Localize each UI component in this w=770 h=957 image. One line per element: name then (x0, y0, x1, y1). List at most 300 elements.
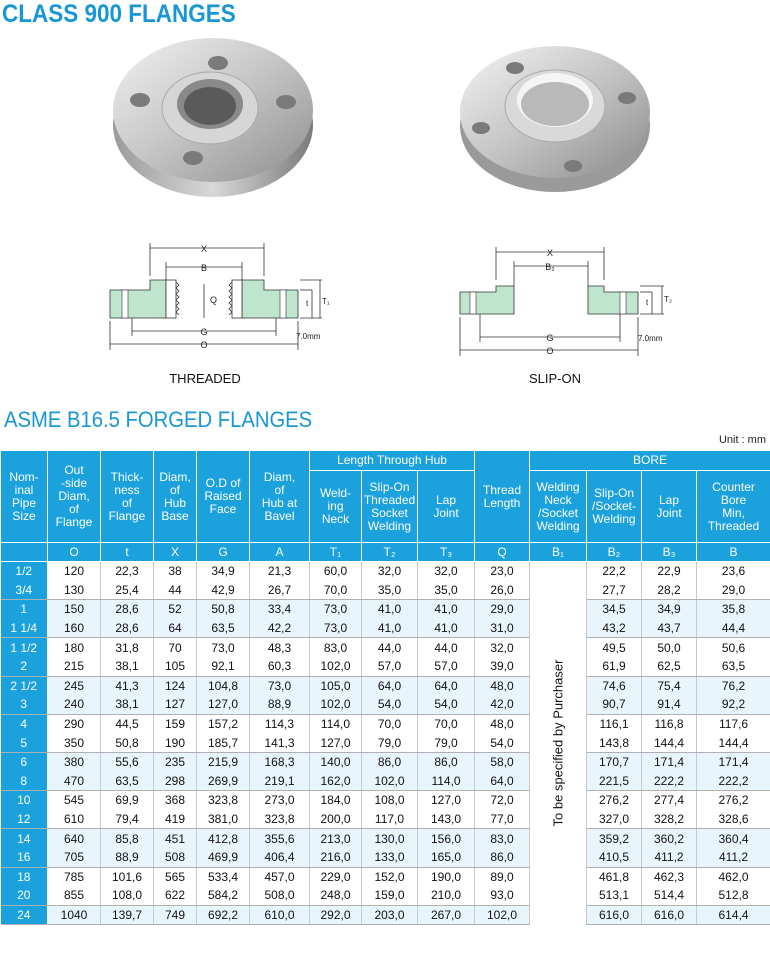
table-cell: 749 (154, 905, 197, 925)
table-cell: 545 (48, 791, 101, 810)
table-cell: 127 (154, 695, 197, 714)
symbol-cell: B₂ (587, 543, 642, 562)
table-cell: 102,0 (475, 905, 530, 925)
table-cell: 44,0 (418, 638, 475, 657)
table-cell: 640 (48, 829, 101, 848)
table-cell: 23,6 (697, 562, 770, 581)
table-cell: 513,1 (587, 886, 642, 905)
header-lap-joint: Lap Joint (418, 471, 475, 543)
header-thread-length: Thread Length (475, 451, 530, 543)
table-cell: 462,0 (697, 867, 770, 886)
table-row (1, 600, 770, 619)
table-cell: 114,0 (418, 772, 475, 791)
table-cell: 42,0 (475, 695, 530, 714)
table-cell: 32,0 (418, 562, 475, 581)
table-cell: 28,2 (642, 581, 697, 600)
table-cell: 31,0 (475, 619, 530, 638)
table-row (1, 867, 770, 886)
table-cell: 292,0 (310, 905, 362, 925)
header-thickness: Thick- ness of Flange (101, 451, 154, 543)
table-cell: 35,0 (362, 581, 418, 600)
table-cell: 70 (154, 638, 197, 657)
table-cell: 42,2 (250, 619, 310, 638)
table-cell: 616,0 (642, 905, 697, 925)
table-cell: 69,9 (101, 791, 154, 810)
table-cell: 120 (48, 562, 101, 581)
section-title: ASME B16.5 FORGED FLANGES (4, 407, 313, 432)
pipe-size-cell: 3 (1, 695, 48, 714)
table-cell: 63,5 (197, 619, 250, 638)
table-cell: 185,7 (197, 733, 250, 752)
slip-on-section-diagram (452, 242, 684, 360)
table-cell: 150 (48, 600, 101, 619)
purchaser-note-cell (530, 562, 587, 925)
pipe-size-cell: 12 (1, 810, 48, 829)
table-cell: 73,0 (250, 676, 310, 695)
table-row (1, 562, 770, 581)
page-title: CLASS 900 FLANGES (2, 0, 236, 28)
table-cell: 64,0 (362, 676, 418, 695)
pipe-size-cell: 14 (1, 829, 48, 848)
symbol-cell: X (154, 543, 197, 562)
table-cell: 168,3 (250, 752, 310, 771)
table-cell: 159 (154, 714, 197, 733)
table-cell: 141,3 (250, 733, 310, 752)
table-cell: 139,7 (101, 905, 154, 925)
table-cell: 410,5 (587, 848, 642, 867)
table-cell: 93,0 (475, 886, 530, 905)
header-bore-slip-on: Slip-On /Socket- Welding (587, 471, 642, 543)
pipe-size-cell: 8 (1, 772, 48, 791)
table-cell: 190,0 (418, 867, 475, 886)
table-cell: 76,2 (697, 676, 770, 695)
table-cell: 127,0 (197, 695, 250, 714)
table-cell: 298 (154, 772, 197, 791)
table-cell: 70,0 (418, 714, 475, 733)
header-hub-bevel: Diam, of Hub at Bavel (250, 451, 310, 543)
table-cell: 462,3 (642, 867, 697, 886)
table-cell: 28,6 (101, 619, 154, 638)
table-cell: 451 (154, 829, 197, 848)
table-cell: 88,9 (101, 848, 154, 867)
table-cell: 162,0 (310, 772, 362, 791)
table-cell: 380 (48, 752, 101, 771)
table-cell: 22,3 (101, 562, 154, 581)
table-row (1, 829, 770, 848)
table-cell: 57,0 (362, 657, 418, 676)
svg-text:X: X (200, 244, 208, 254)
pipe-size-cell: 3/4 (1, 581, 48, 600)
table-cell: 235 (154, 752, 197, 771)
table-cell: 64 (154, 619, 197, 638)
table-cell: 63,5 (697, 657, 770, 676)
header-hub-base: Diam, of Hub Base (154, 451, 197, 543)
table-cell: 29,0 (475, 600, 530, 619)
pipe-size-cell: 10 (1, 791, 48, 810)
svg-text:G: G (200, 327, 208, 337)
table-row (1, 638, 770, 657)
table-cell: 328,6 (697, 810, 770, 829)
svg-text:B: B (200, 263, 208, 273)
table-cell: 41,3 (101, 676, 154, 695)
table-cell: 108,0 (362, 791, 418, 810)
symbol-cell: T₁ (310, 543, 362, 562)
table-cell: 184,0 (310, 791, 362, 810)
pipe-size-cell: 1 1/4 (1, 619, 48, 638)
table-cell: 229,0 (310, 867, 362, 886)
svg-text:T₁: T₁ (322, 297, 330, 306)
table-cell: 44,0 (362, 638, 418, 657)
table-cell: 41,0 (418, 600, 475, 619)
table-row (1, 886, 770, 905)
table-cell: 614,4 (697, 905, 770, 925)
flange-dimension-table (0, 450, 770, 925)
table-cell: 92,1 (197, 657, 250, 676)
header-welding-neck: Weld- ing Neck (310, 471, 362, 543)
symbol-cell: T₂ (362, 543, 418, 562)
table-cell: 692,2 (197, 905, 250, 925)
table-cell: 221,5 (587, 772, 642, 791)
table-row (1, 810, 770, 829)
table-row (1, 848, 770, 867)
table-cell: 35,8 (697, 600, 770, 619)
symbol-cell: B₃ (642, 543, 697, 562)
table-cell: 245 (48, 676, 101, 695)
table-cell: 127,0 (418, 791, 475, 810)
table-cell: 508 (154, 848, 197, 867)
pipe-size-cell: 4 (1, 714, 48, 733)
table-cell: 79,4 (101, 810, 154, 829)
table-cell: 514,4 (642, 886, 697, 905)
table-cell: 91,4 (642, 695, 697, 714)
table-cell: 406,4 (250, 848, 310, 867)
svg-text:O: O (200, 340, 208, 350)
svg-text:O: O (546, 346, 554, 356)
table-cell: 469,9 (197, 848, 250, 867)
table-cell: 38 (154, 562, 197, 581)
table-cell: 327,0 (587, 810, 642, 829)
table-cell: 60,0 (310, 562, 362, 581)
table-cell: 267,0 (418, 905, 475, 925)
table-cell: 323,8 (197, 791, 250, 810)
pipe-size-cell: 2 (1, 657, 48, 676)
table-row (1, 581, 770, 600)
table-cell: 64,0 (475, 772, 530, 791)
table-cell: 44,5 (101, 714, 154, 733)
table-cell: 92,2 (697, 695, 770, 714)
table-cell: 461,8 (587, 867, 642, 886)
header-nps: Nom- inal Pipe Size (1, 451, 48, 543)
table-cell: 79,0 (418, 733, 475, 752)
table-cell: 328,2 (642, 810, 697, 829)
table-cell: 152,0 (362, 867, 418, 886)
table-row (1, 791, 770, 810)
pipe-size-cell: 6 (1, 752, 48, 771)
table-cell: 38,1 (101, 695, 154, 714)
table-cell: 35,0 (418, 581, 475, 600)
pipe-size-cell: 24 (1, 905, 48, 925)
table-cell: 43,2 (587, 619, 642, 638)
table-cell: 117,6 (697, 714, 770, 733)
header-bore: BORE (530, 451, 770, 471)
table-cell: 29,0 (697, 581, 770, 600)
table-row (1, 695, 770, 714)
table-cell: 50,8 (101, 733, 154, 752)
table-cell: 855 (48, 886, 101, 905)
table-cell: 160 (48, 619, 101, 638)
table-cell: 54,0 (475, 733, 530, 752)
table-cell: 785 (48, 867, 101, 886)
slip-on-flange-photo (455, 38, 655, 196)
table-cell: 277,4 (642, 791, 697, 810)
header-counter-bore: Counter Bore Min, Threaded (697, 471, 770, 543)
table-cell: 52 (154, 600, 197, 619)
table-cell: 88,9 (250, 695, 310, 714)
table-cell: 74,6 (587, 676, 642, 695)
svg-text:Q: Q (210, 295, 218, 305)
unit-label: Unit : mm (718, 434, 766, 446)
table-cell: 31,8 (101, 638, 154, 657)
table-row (1, 772, 770, 791)
header-slip-on-threaded: Slip-On Threaded Socket Welding (362, 471, 418, 543)
table-cell: 240 (48, 695, 101, 714)
table-cell: 41,0 (362, 600, 418, 619)
table-cell: 565 (154, 867, 197, 886)
symbol-cell: G (197, 543, 250, 562)
table-cell: 83,0 (475, 829, 530, 848)
table-cell: 72,0 (475, 791, 530, 810)
table-cell: 21,3 (250, 562, 310, 581)
symbol-cell (1, 543, 48, 562)
svg-text:T₂: T₂ (664, 295, 672, 304)
table-cell: 350 (48, 733, 101, 752)
table-cell: 276,2 (587, 791, 642, 810)
table-cell: 368 (154, 791, 197, 810)
table-cell: 44,4 (697, 619, 770, 638)
table-cell: 48,0 (475, 676, 530, 695)
table-cell: 54,0 (418, 695, 475, 714)
svg-text:X: X (546, 248, 554, 258)
table-cell: 105,0 (310, 676, 362, 695)
table-cell: 157,2 (197, 714, 250, 733)
svg-text:7.0mm: 7.0mm (638, 334, 663, 343)
table-cell: 38,1 (101, 657, 154, 676)
table-cell: 610 (48, 810, 101, 829)
table-cell: 144,4 (697, 733, 770, 752)
table-cell: 50,0 (642, 638, 697, 657)
table-cell: 411,2 (642, 848, 697, 867)
table-cell: 412,8 (197, 829, 250, 848)
table-cell: 290 (48, 714, 101, 733)
header-length-through-hub: Length Through Hub (310, 451, 475, 471)
table-cell: 360,2 (642, 829, 697, 848)
table-cell: 32,0 (362, 562, 418, 581)
table-cell: 57,0 (418, 657, 475, 676)
table-cell: 75,4 (642, 676, 697, 695)
table-cell: 73,0 (310, 619, 362, 638)
table-cell: 22,2 (587, 562, 642, 581)
table-cell: 114,3 (250, 714, 310, 733)
table-cell: 210,0 (418, 886, 475, 905)
header-bore-welding-neck: Welding Neck /Socket Welding (530, 471, 587, 543)
table-cell: 85,8 (101, 829, 154, 848)
table-cell: 144,4 (642, 733, 697, 752)
table-cell: 49,5 (587, 638, 642, 657)
table-cell: 90,7 (587, 695, 642, 714)
pipe-size-cell: 5 (1, 733, 48, 752)
table-cell: 41,0 (418, 619, 475, 638)
table-cell: 222,2 (697, 772, 770, 791)
table-cell: 215 (48, 657, 101, 676)
table-cell: 26,0 (475, 581, 530, 600)
table-cell: 127,0 (310, 733, 362, 752)
table-row (1, 676, 770, 695)
table-cell: 116,1 (587, 714, 642, 733)
table-cell: 219,1 (250, 772, 310, 791)
table-cell: 61,9 (587, 657, 642, 676)
table-cell: 323,8 (250, 810, 310, 829)
table-cell: 381,0 (197, 810, 250, 829)
table-cell: 1040 (48, 905, 101, 925)
table-cell: 116,8 (642, 714, 697, 733)
table-cell: 213,0 (310, 829, 362, 848)
header-bore-lap-joint: Lap Joint (642, 471, 697, 543)
table-cell: 216,0 (310, 848, 362, 867)
table-cell: 360,4 (697, 829, 770, 848)
table-cell: 86,0 (362, 752, 418, 771)
table-cell: 355,6 (250, 829, 310, 848)
table-cell: 50,8 (197, 600, 250, 619)
table-cell: 58,0 (475, 752, 530, 771)
table-cell: 34,9 (197, 562, 250, 581)
pipe-size-cell: 1 (1, 600, 48, 619)
table-cell: 102,0 (310, 695, 362, 714)
table-cell: 512,8 (697, 886, 770, 905)
threaded-flange-photo (108, 30, 318, 200)
table-row (1, 905, 770, 925)
symbol-cell: A (250, 543, 310, 562)
svg-text:G: G (546, 333, 554, 343)
table-cell: 222,2 (642, 772, 697, 791)
table-row (1, 733, 770, 752)
header-od: Out -side Diam, of Flange (48, 451, 101, 543)
table-cell: 610,0 (250, 905, 310, 925)
pipe-size-cell: 18 (1, 867, 48, 886)
table-cell: 23,0 (475, 562, 530, 581)
symbol-cell: T₃ (418, 543, 475, 562)
table-cell: 28,6 (101, 600, 154, 619)
table-cell: 32,0 (475, 638, 530, 657)
svg-text:7.0mm: 7.0mm (296, 332, 321, 341)
table-cell: 83,0 (310, 638, 362, 657)
pipe-size-cell: 1/2 (1, 562, 48, 581)
table-cell: 43,7 (642, 619, 697, 638)
table-cell: 359,2 (587, 829, 642, 848)
table-cell: 34,5 (587, 600, 642, 619)
table-cell: 62,5 (642, 657, 697, 676)
table-cell: 200,0 (310, 810, 362, 829)
table-cell: 165,0 (418, 848, 475, 867)
table-cell: 102,0 (362, 772, 418, 791)
table-cell: 705 (48, 848, 101, 867)
table-cell: 470 (48, 772, 101, 791)
threaded-section-diagram (100, 238, 340, 356)
table-cell: 101,6 (101, 867, 154, 886)
table-cell: 42,9 (197, 581, 250, 600)
table-cell: 79,0 (362, 733, 418, 752)
pipe-size-cell: 16 (1, 848, 48, 867)
symbol-cell: Q (475, 543, 530, 562)
svg-text:t: t (306, 299, 309, 308)
table-cell: 39,0 (475, 657, 530, 676)
table-cell: 63,5 (101, 772, 154, 791)
table-cell: 156,0 (418, 829, 475, 848)
table-cell: 48,3 (250, 638, 310, 657)
table-cell: 248,0 (310, 886, 362, 905)
table-cell: 133,0 (362, 848, 418, 867)
table-cell: 70,0 (362, 714, 418, 733)
table-cell: 55,6 (101, 752, 154, 771)
table-cell: 411,2 (697, 848, 770, 867)
table-cell: 143,8 (587, 733, 642, 752)
table-cell: 44 (154, 581, 197, 600)
table-cell: 584,2 (197, 886, 250, 905)
slip-on-label: SLIP-ON (528, 371, 581, 386)
pipe-size-cell: 2 1/2 (1, 676, 48, 695)
pipe-size-cell: 20 (1, 886, 48, 905)
table-cell: 114,0 (310, 714, 362, 733)
table-row (1, 657, 770, 676)
table-cell: 60,3 (250, 657, 310, 676)
table-cell: 622 (154, 886, 197, 905)
table-cell: 41,0 (362, 619, 418, 638)
table-cell: 190 (154, 733, 197, 752)
table-cell: 140,0 (310, 752, 362, 771)
symbol-cell: t (101, 543, 154, 562)
table-cell: 54,0 (362, 695, 418, 714)
table-cell: 27,7 (587, 581, 642, 600)
table-cell: 77,0 (475, 810, 530, 829)
table-cell: 273,0 (250, 791, 310, 810)
table-cell: 170,7 (587, 752, 642, 771)
table-cell: 215,9 (197, 752, 250, 771)
table-cell: 105 (154, 657, 197, 676)
table-cell: 203,0 (362, 905, 418, 925)
table-cell: 25,4 (101, 581, 154, 600)
table-cell: 73,0 (197, 638, 250, 657)
pipe-size-cell: 1 1/2 (1, 638, 48, 657)
table-cell: 171,4 (642, 752, 697, 771)
table-cell: 419 (154, 810, 197, 829)
table-cell: 86,0 (475, 848, 530, 867)
svg-text:t: t (646, 298, 649, 307)
table-cell: 86,0 (418, 752, 475, 771)
table-cell: 180 (48, 638, 101, 657)
symbol-cell: B (697, 543, 770, 562)
table-cell: 171,4 (697, 752, 770, 771)
table-cell: 33,4 (250, 600, 310, 619)
table-cell: 616,0 (587, 905, 642, 925)
table-cell: 89,0 (475, 867, 530, 886)
table-cell: 70,0 (310, 581, 362, 600)
table-cell: 102,0 (310, 657, 362, 676)
table-cell: 50,6 (697, 638, 770, 657)
table-cell: 104,8 (197, 676, 250, 695)
table-cell: 457,0 (250, 867, 310, 886)
table-cell: 73,0 (310, 600, 362, 619)
table-row (1, 752, 770, 771)
symbol-cell: B₁ (530, 543, 587, 562)
